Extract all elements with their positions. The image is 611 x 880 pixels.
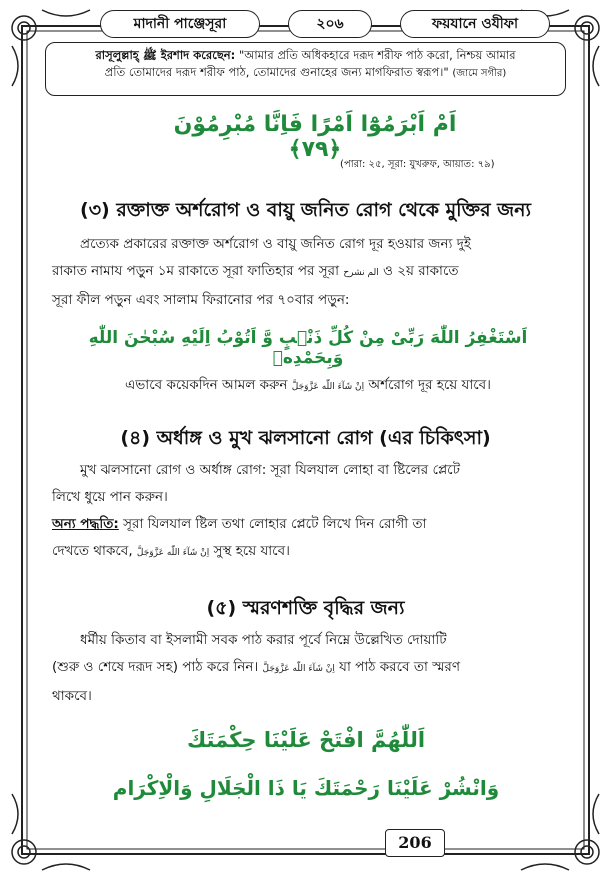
inline-arabic: اِنْ شَآءَ اللّٰه عَزَّوَجَلَّ	[291, 382, 365, 392]
section-5-line-2: (শুরু ও শেষে দরূদ সহ) পাঠ করে নিন। اِنْ شَآءَ اللّٰه عَزَّوَجَلَّ যা পাঠ করবে তা স্মরণ	[52, 659, 461, 675]
section-5-line-3: থাকবে।	[52, 688, 92, 704]
section-3-closing: এভাবে কয়েকদিন আমল করুন اِنْ شَآءَ اللّٰه عَزَّوَجَلَّ অর্শরোগ দূর হয়ে যাবে।	[124, 377, 492, 393]
hadith-line-1: "আমার প্রতি অধিকহারে দরূদ শরীফ পাঠ করো, নিশ্চয় আমার	[238, 48, 516, 62]
section-3-line-2: রাকাত নামায পড়ুন ১ম রাকাতে সূরা ফাতিহার পর সূরা الم نشرح ও ২য় রাকাতে	[52, 263, 459, 279]
section-4-heading: (৪) অর্ধাঙ্গ ও মুখ ঝলসানো রোগ (এর চিকিৎসা)	[120, 427, 491, 449]
section-4-line-4: দেখতে থাকবে, اِنْ شَآءَ اللّٰه عَزَّوَجَلَّ সুস্থ হয়ে যাবে।	[52, 543, 290, 559]
memory-dua-line-2: وَانْشُرْ عَلَیْنَا رَحْمَتَكَ یَا ذَا الْجَلَالِ وَالْاِكْرَام	[112, 776, 500, 800]
section-4-line-2: লিখে ধুয়ে পান করুন।	[52, 489, 168, 505]
header-right-title: ফয়যানে ওযীফা	[400, 10, 550, 38]
section-5-body	[52, 627, 564, 710]
section-4-line-3: অন্য পদ্ধতি: সূরা যিলযাল ষ্টিল তথা লোহার প্লেটে লিখে দিন রোগী তা	[52, 516, 427, 532]
section-4-body	[52, 457, 564, 567]
verse-reference: (পারা: ২৫, সূরা: যুখরুফ, আয়াত: ৭৯)	[340, 159, 495, 170]
alt-method-label: অন্য পদ্ধতি:	[52, 516, 119, 532]
inline-arabic: اِنْ شَآءَ اللّٰه عَزَّوَجَلَّ	[136, 548, 210, 558]
inline-arabic: الم نشرح	[343, 268, 379, 278]
hadith-source: (জামে সগীর)	[452, 68, 507, 79]
memory-dua-line-1: اَللّٰهُمَّ افْتَحْ عَلَیْنَا حِكْمَتَكَ	[186, 728, 426, 752]
istighfar-dua: اَسْتَغْفِرُ اللّٰهَ رَبِّیْ مِنْ كُلِّ ذَنْۢبٍ وَّ اَتُوْبُ اِلَیْهِ سُبْحٰنَ اللّٰهِ وَبِحَمْدِهٖ	[88, 328, 528, 368]
section-5-line-1: ধর্মীয় কিতাব বা ইসলামী সবক পাঠ করার পূর্বে নিম্নে উল্লেখিত দোয়াটি	[80, 632, 447, 648]
section-3-line-1: প্রত্যেক প্রকারের রক্তাক্ত অর্শরোগ ও বায়ু জনিত রোগ দূর হওয়ার জন্য দুই	[80, 236, 471, 252]
quran-verse: اَمْ اَبْرَمُوْٓا اَمْرًا فَاِنَّا مُبْرِمُوْنَ ﴿۷۹﴾	[173, 112, 457, 162]
section-5-heading: (৫) স্মরণশক্তি বৃদ্ধির জন্য	[206, 597, 405, 619]
hadith-lead: রাসূলুল্লাহ্ ﷺ ইরশাদ করেছেন:	[95, 48, 236, 62]
section-3-heading: (৩) রক্তাক্ত অর্শরোগ ও বায়ু জনিত রোগ থেকে মুক্তির জন্য	[80, 199, 531, 221]
section-3-body	[52, 231, 564, 314]
hadith-line-2: প্রতি তোমাদের দরূদ শরীফ পাঠ, তোমাদের গুনাহের জন্য মাগফিরাত স্বরূপ।"	[104, 65, 449, 79]
section-4-line-1: মুখ ঝলসানো রোগ ও অর্ধাঙ্গ রোগ: সূরা যিলযাল লোহা বা ষ্টিলের প্লেটে	[80, 462, 460, 478]
footer-page-number: 206	[385, 829, 445, 857]
hadith-box	[45, 42, 566, 96]
header-page-number: ২০৬	[288, 10, 372, 38]
header-left-title: মাদানী পাঞ্জেসূরা	[100, 10, 260, 38]
inline-arabic: اِنْ شَآءَ اللّٰه عَزَّوَجَلَّ	[262, 664, 335, 674]
section-3-line-3: সূরা ফীল পড়ুন এবং সালাম ফিরানোর পর ৭০বার পড়ুন:	[52, 292, 350, 308]
